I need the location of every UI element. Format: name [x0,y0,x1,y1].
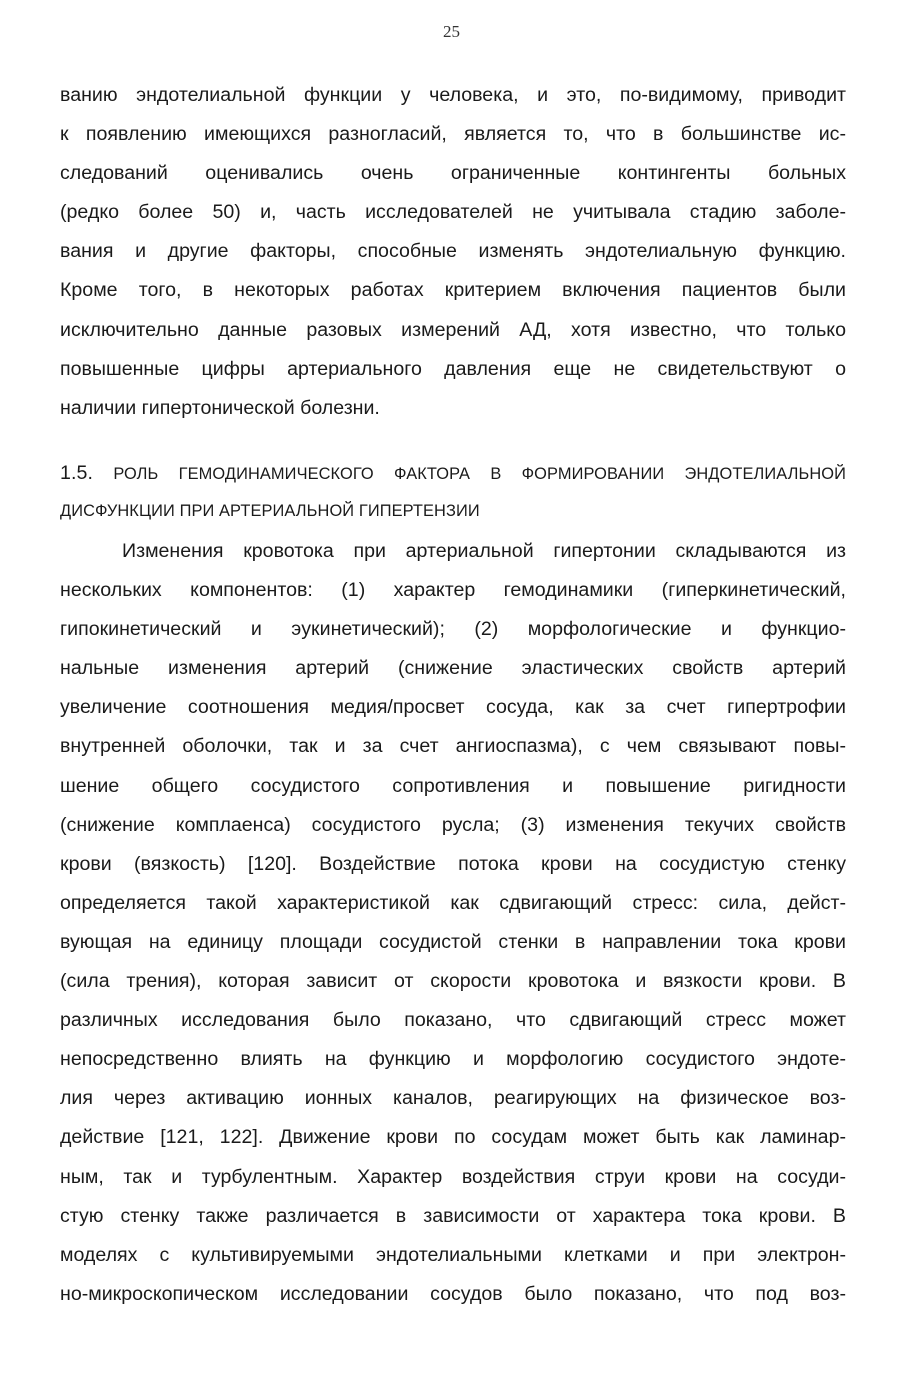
text-line: нескольких компонентов: (1) характер гемодинамики (гиперкинетический, [60,579,846,602]
section-heading [60,454,846,530]
section-title-line [60,454,846,492]
text-line: крови (вязкость) [120]. Воздействие потока крови на сосудистую стенку [60,852,846,875]
text-line: но-микроскопическом исследовании сосудов было показано, что под воз- [60,1282,846,1305]
text-line: (снижение комплаенса) сосудистого русла; (3) изменения текучих свойств [60,813,846,836]
text-line: (редко более 50) и, часть исследователей не учитывала стадию заболе- [60,201,846,224]
text-line: шение общего сосудистого сопротивления и повышение ригидности [60,774,846,797]
page-number: 25 [443,22,460,41]
text-line: вующая на единицу площади сосудистой стенки в направлении тока крови [60,930,846,953]
text-line: (сила трения), которая зависит от скорости кровотока и вязкости крови. В [60,970,846,993]
text-line: ванию эндотелиальной функции у человека, и это, по-видимому, приводит [60,84,846,106]
text-line: Изменения кровотока при артериальной гипертонии складываются из [122,540,846,562]
section-paragraph [60,532,846,1314]
text-line: вания и другие факторы, способные изменять эндотелиальную функцию. [60,240,846,263]
text-line: различных исследования было показано, что сдвигающий стресс может [60,1009,846,1032]
text-line: внутренней оболочки, так и за счет ангиоспазма), с чем связывают повы- [60,735,846,758]
text-line: к появлению имеющихся разногласий, является то, что в большинстве ис- [60,123,846,146]
text-line: лия через активацию ионных каналов, реагирующих на физическое воз- [60,1087,846,1110]
text-line: нальные изменения артерий (снижение эластических свойств артерий [60,657,846,680]
text-line: стую стенку также различается в зависимости от характера тока крови. В [60,1204,846,1227]
text-line: гипокинетический и эукинетический); (2) морфологические и функцио- [60,618,846,641]
text-line: действие [121, 122]. Движение крови по сосудам может быть как ламинар- [60,1126,846,1149]
text-line: повышенные цифры артериального давления еще не свидетельствуют о [60,357,846,380]
section-title-line: ДИСФУНКЦИИ ПРИ АРТЕРИАЛЬНОЙ ГИПЕРТЕНЗИИ [60,502,480,520]
text-line: ным, так и турбулентным. Характер воздействия струи крови на сосуди- [60,1165,846,1188]
text-line: непосредственно влиять на функцию и морфологию сосудистого эндоте- [60,1048,846,1071]
paragraph-continuation [60,76,846,428]
text-line: наличии гипертонической болезни. [60,396,380,419]
text-line: исключительно данные разовых измерений АД, хотя известно, что только [60,318,846,341]
text-line: моделях с культивируемыми эндотелиальными клетками и при электрон- [60,1243,846,1266]
text-line: Кроме того, в некоторых работах критерием включения пациентов были [60,279,846,302]
text-line: следований оценивались очень ограниченные контингенты больных [60,162,846,185]
text-line: определяется такой характеристикой как сдвигающий стресс: сила, дейст- [60,891,846,914]
section-title-text: РОЛЬ ГЕМОДИНАМИЧЕСКОГО ФАКТОРА В ФОРМИРОВАНИИ ЭНДОТЕЛИАЛЬНОЙ [113,465,846,483]
section-number: 1.5. [60,462,94,484]
text-line: увеличение соотношения медия/просвет сосуда, как за счет гипертрофии [60,696,846,719]
